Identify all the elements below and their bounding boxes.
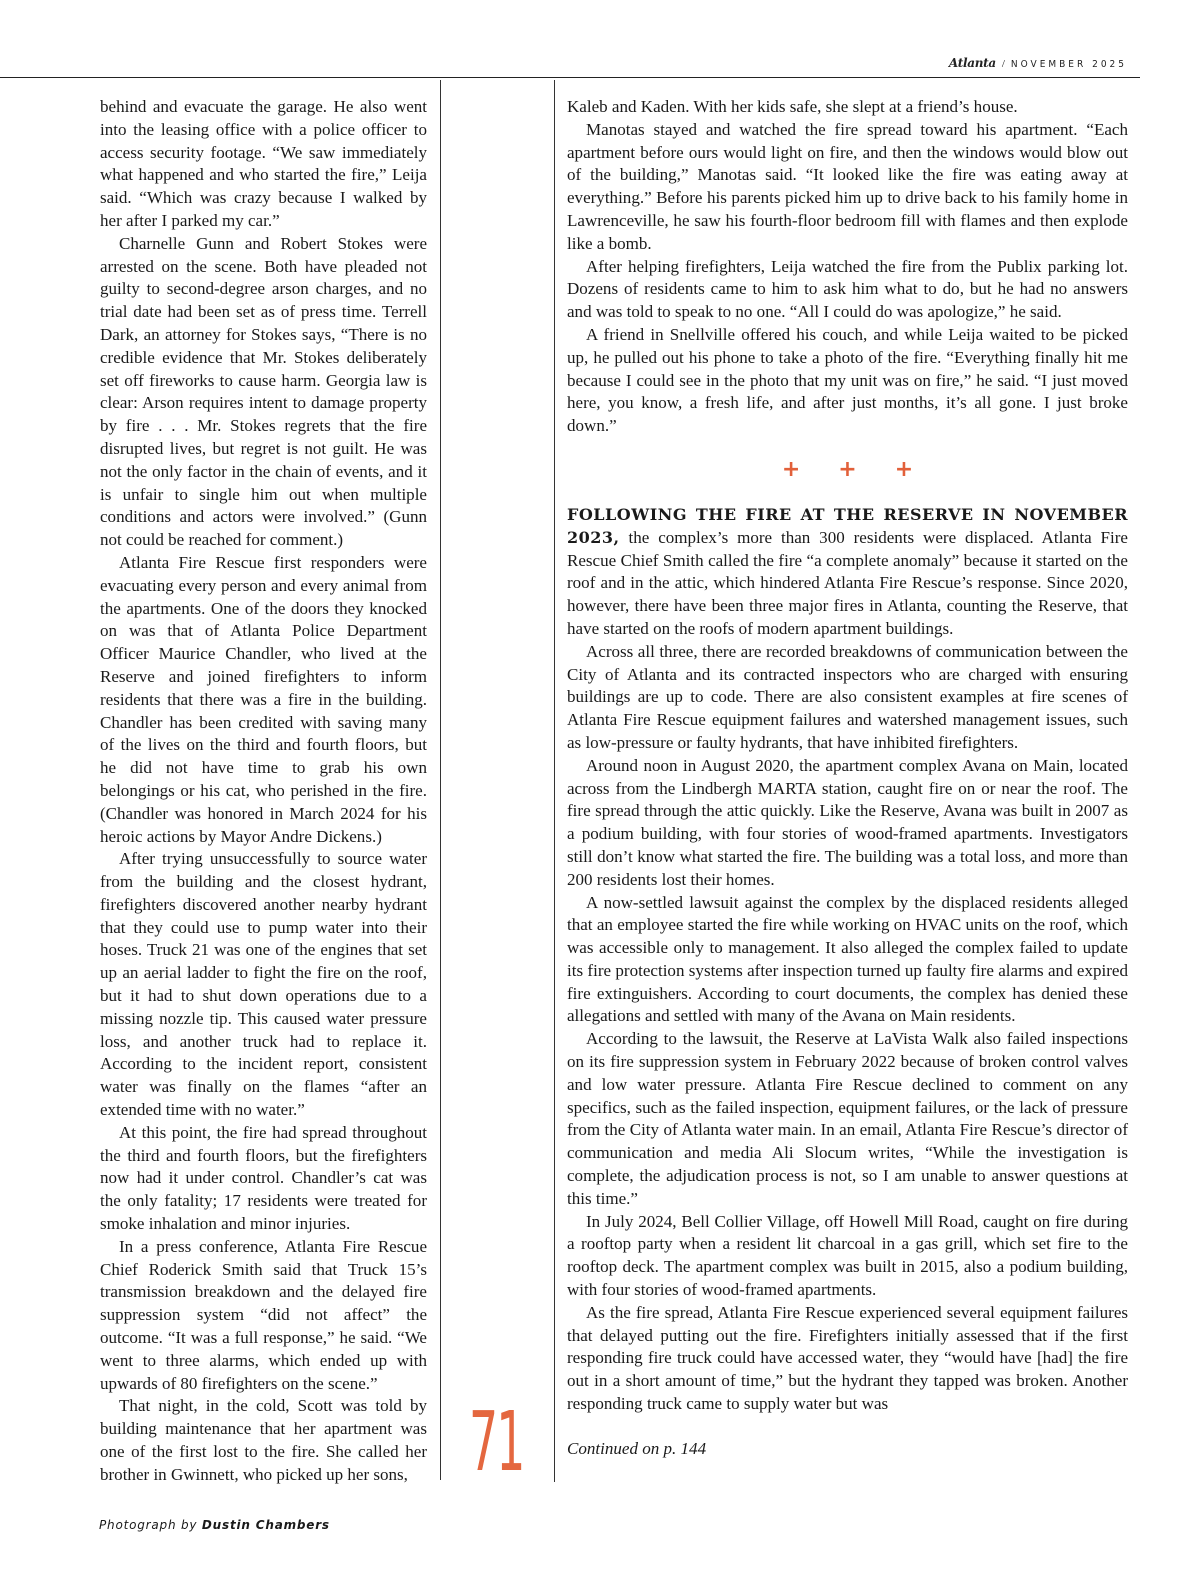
body-paragraph: behind and evacuate the garage. He also went into the leasing office with a police officer to access security footage. “We saw immediately what happened and who started the fire,” Leija said. “Which was crazy because I walked by her after I parked my car.” — [100, 97, 427, 230]
section-opening-text: the complex’s more than 300 residents were displaced. Atlanta Fire Rescue Chief Smith called the fire “a complete anomaly” because it started on the roof and in the attic, which hindered Atlanta Fire Rescue’s response. Since 2020, however, there have been three major fires in Atlanta, counting the Reserve, that have started on the roofs of modern apartment buildings. — [567, 527, 1128, 638]
body-paragraph: According to the lawsuit, the Reserve at LaVista Walk also failed inspections on its fire suppression system in February 2022 because of broken control valves and low water pressure. Atlanta Fire Rescue declined to comment on any specifics, such as the failed inspection, equipment failures, or the lack of pressure from the City of Atlanta water main. In an email, Atlanta Fire Rescue’s director of communication and media Ali Slocum writes, “While the investigation is complete, the adjudication process is not, so I am unable to answer questions at this time.” — [567, 1029, 1128, 1208]
body-paragraph: In a press conference, Atlanta Fire Rescue Chief Roderick Smith said that Truck 15’s transmission breakdown and the delayed fire suppression system “did not affect” the outcome. “It was a full response,” he said. “We went to three alarms, which ended up with upwards of 80 firefighters on the scene.” — [100, 1236, 427, 1393]
body-paragraph: Around noon in August 2020, the apartment complex Avana on Main, located across from the Lindbergh MARTA station, caught fire on or near the roof. The fire spread through the attic quickly. Like the Reserve, Avana was built in 2007 as a podium building, with four stories of wood-framed apartments. Investigators still don’t know what started the fire. The building was a total loss, and more than 200 residents lost their homes. — [567, 755, 1128, 889]
continued-line: Continued on p. 144 — [567, 1438, 707, 1458]
photo-credit-prefix: Photograph by — [99, 1518, 198, 1532]
body-paragraph: A friend in Snellville offered his couch, and while Leija waited to be picked up, he pulled out his phone to take a photo of the fire. “Everything finally hit me because I could see in the photo that my unit was on fire,” he said. “I just moved here, you know, a fresh life, and after just months, it’s all gone. I just broke down.” — [567, 324, 1128, 436]
body-paragraph: As the fire spread, Atlanta Fire Rescue experienced several equipment failures that delayed putting out the fire. Firefighters initially assessed that if the first responding fire truck could have accessed water, they “would have [had] the fire out in a short amount of time,” but the hydrant they tapped was broken. Another responding truck came to supply water but was — [567, 1302, 1128, 1414]
header-separator: / — [1001, 58, 1005, 70]
body-paragraph: At this point, the fire had spread throughout the third and fourth floors, but the firefighters now had it under control. Chandler’s cat was the only fatality; 17 residents were treated for smoke inhalation and minor injuries. — [100, 1122, 427, 1234]
section-break-ornament — [567, 458, 1128, 482]
body-paragraph: Manotas stayed and watched the fire spread toward his apartment. “Each apartment before ours would light on fire, and then the windows would blow out of the building,” Manotas said. “It looked like the fire was eating away at everything.” Before his parents picked him up to drive back to his family home in Lawrenceville, he saw his fourth-floor bedroom fill with flames and then explode like a bomb. — [567, 119, 1128, 253]
body-paragraph: Kaleb and Kaden. With her kids safe, she slept at a friend’s house. — [567, 97, 1018, 116]
page-number: 71 — [469, 1395, 524, 1490]
running-header — [949, 56, 1127, 70]
body-paragraph: A now-settled lawsuit against the complex by the displaced residents alleged that an employee started the fire while working on HVAC units on the roof, which was accessible only to management. It also alleged the complex failed to update its fire protection systems after inspection turned up faulty fire alarms and expired fire extinguishers. According to court documents, the complex has denied these allegations and settled with many of the Avana on Main residents. — [567, 892, 1128, 1026]
plus-icon: + — [894, 456, 914, 482]
body-paragraph: That night, in the cold, Scott was told by building maintenance that her apartment was one of the first lost to the fire. She called her brother in Gwinnett, who picked up her sons, — [100, 1396, 427, 1484]
body-paragraph: Charnelle Gunn and Robert Stokes were arrested on the scene. Both have pleaded not guilty to second-degree arson charges, and no trial date had been set as of press time. Terrell Dark, an attorney for Stokes says, “There is no credible evidence that Mr. Stokes deliberately set off fireworks to cause harm. Georgia law is clear: Arson requires intent to damage property by fire . . . Mr. Stokes regrets that the fire disrupted lives, but regret is not guilt. He was not the only factor in the chain of events, and it is unfair to single him out when multiple conditions and actors were involved.” (Gunn not could be reached for comment.) — [100, 233, 427, 550]
photo-credit — [99, 1518, 330, 1532]
body-paragraph: After trying unsuccessfully to source water from the building and the closest hydrant, firefighters discovered another nearby hydrant that they could use to pump water into their hoses. Truck 21 was one of the engines that set up an aerial ladder to fight the fire on the roof, but it had to shut down operations due to a missing nozzle tip. This caused water pressure loss, and another truck had to replace it. According to the incident report, consistent water was finally on the flames “after an extended time with no water.” — [100, 849, 427, 1120]
body-paragraph: Atlanta Fire Rescue first responders were evacuating every person and every animal from the apartments. One of the doors they knocked on was that of Atlanta Police Department Officer Maurice Chandler, who lived at the Reserve and joined firefighters to inform residents that there was a fire in the building. Chandler has been credited with saving many of the lives on the third and fourth floors, but he did not have time to grab his own belongings or his cat, who perished in the fire. (Chandler was honored in March 2024 for his heroic actions by Mayor Andre Dickens.) — [100, 552, 427, 846]
magazine-brand: Atlanta — [948, 56, 996, 70]
body-paragraph: After helping firefighters, Leija watched the fire from the Publix parking lot. Dozens of residents came to him to ask him what to do, but he had no answers and was told to speak to no one. “All I could do was apologize,” he said. — [567, 256, 1128, 322]
right-column — [567, 96, 1128, 1461]
column-divider-right — [554, 80, 555, 1482]
left-column — [100, 96, 427, 1487]
column-divider-left — [440, 80, 441, 1480]
body-paragraph: Across all three, there are recorded breakdowns of communication between the City of Atlanta and its contracted inspectors who are charged with ensuring buildings are up to code. There are also consistent examples at fire scenes of Atlanta Fire Rescue equipment failures and watershed management issues, such as low-pressure or faulty hydrants, that have inhibited firefighters. — [567, 641, 1128, 752]
issue-date: NOVEMBER 2025 — [1010, 59, 1127, 70]
section-lead-in: FOLLOWING THE FIRE AT THE RESERVE IN NOVEMBER 2023, — [567, 504, 1128, 547]
header-rule — [0, 77, 1140, 78]
plus-icon: + — [781, 456, 801, 482]
section-opening-paragraph — [567, 504, 1128, 641]
plus-icon: + — [838, 456, 857, 482]
body-paragraph: In July 2024, Bell Collier Village, off Howell Mill Road, caught on fire during a rooftop party when a resident lit charcoal in a gas grill, which set fire to the rooftop deck. The apartment complex was built in 2015, also a podium building, with four stories of wood-framed apartments. — [567, 1211, 1128, 1300]
photographer-name: Dustin Chambers — [201, 1518, 330, 1532]
